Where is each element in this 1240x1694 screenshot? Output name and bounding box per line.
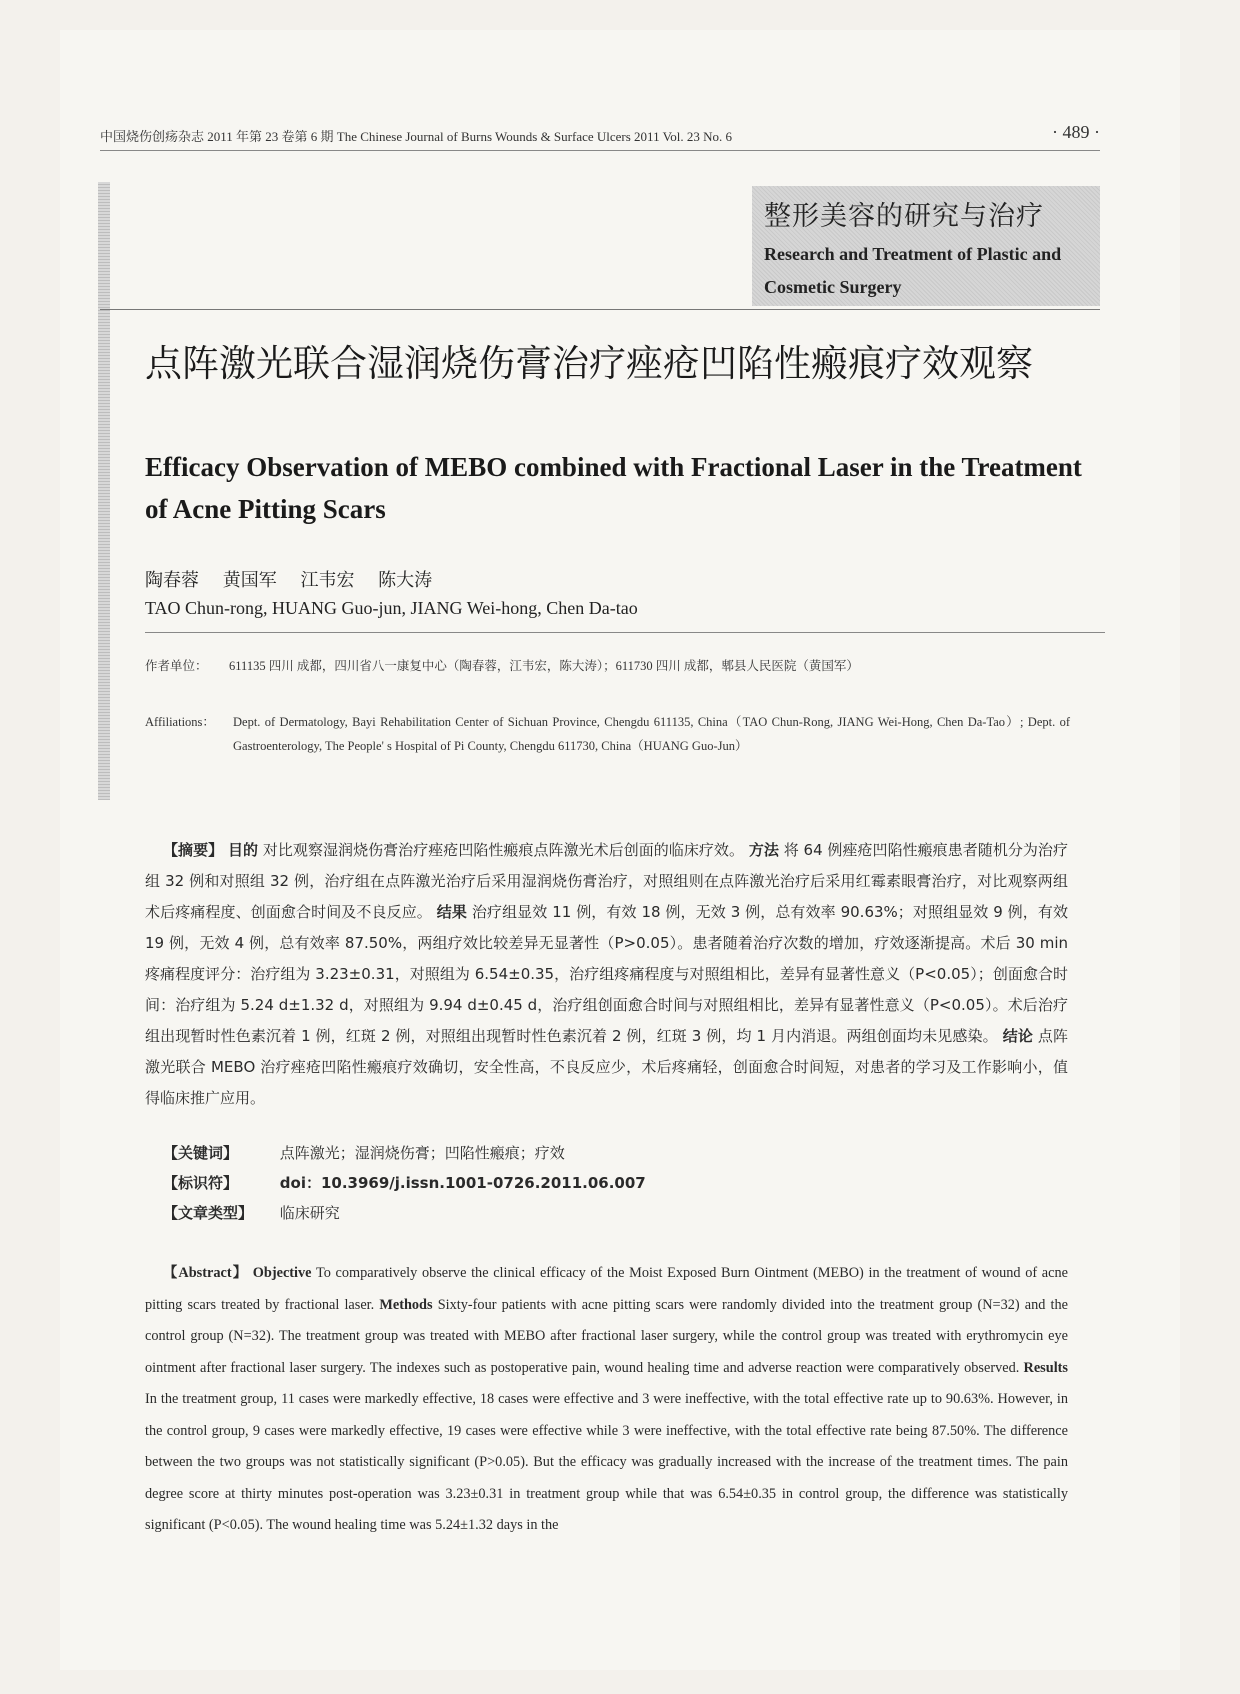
methods-label-en: Methods — [379, 1296, 433, 1313]
keywords-label: 【关键词】 — [163, 1144, 239, 1162]
affiliation-text-zh: 611135 四川 成都，四川省八一康复中心（陶春蓉，江韦宏，陈大涛）；611730 四川 成都，郫县人民医院（黄国军） — [229, 659, 859, 673]
objective-text-en: To comparatively observe the clinical efficacy of the Moist Exposed Burn Ointment (MEBO) in the treatment of wound of acne pitting scars treated by fractional laser. — [145, 1265, 1068, 1313]
affiliation-rule — [145, 632, 1105, 633]
abstract-en — [145, 1258, 1068, 1542]
identifier-label: 【标识符】 — [163, 1174, 239, 1192]
doi-value: doi：10.3969/j.issn.1001-0726.2011.06.007 — [279, 1174, 646, 1192]
objective-text-zh: 对比观察湿润烧伤膏治疗痤疮凹陷性瘢痕点阵激光术后创面的临床疗效。 — [262, 841, 744, 859]
keywords-value: 点阵激光；湿润烧伤膏；凹陷性瘢痕；疗效 — [279, 1144, 565, 1162]
identifier — [163, 1172, 646, 1193]
authors-en: TAO Chun-rong, HUANG Guo-jun, JIANG Wei-hong, Chen Da-tao — [145, 598, 638, 618]
abstract-zh — [145, 835, 1068, 1114]
article-type-label: 【文章类型】 — [163, 1204, 254, 1222]
conclusion-text-zh: 点阵激光联合 MEBO 治疗痤疮凹陷性瘢痕疗效确切，安全性高，不良反应少，术后疼痛轻，创面愈合时间短，对患者的学习及工作影响小，值得临床推广应用。 — [145, 1027, 1068, 1107]
margin-bar — [98, 182, 110, 800]
column-title-en: Research and Treatment of Plastic and Cosmetic Surgery — [764, 244, 1062, 297]
journal-citation: 中国烧伤创疡杂志 2011 年第 23 卷第 6 期 The Chinese Journal of Burns Wounds & Surface Ulcers 2011 Vol. 23 No. 6 — [100, 129, 733, 144]
keywords — [163, 1142, 565, 1163]
abstract-label-zh: 【摘要】 — [163, 841, 224, 859]
affiliation-text-en: Dept. of Dermatology, Bayi Rehabilitation Center of Sichuan Province, Chengdu 611135, China（TAO Chun-Rong, JIANG Wei-Hong, Chen Da-Tao）; Dept. of Gastroenterology, The People' s Hospital of Pi County, Chengdu 611730, China（HUANG Guo-Jun） — [233, 715, 1070, 753]
affiliation-en — [145, 710, 1070, 758]
affiliation-label-en: Affiliations： — [145, 715, 215, 729]
article-type — [163, 1202, 340, 1223]
authors-zh: 陶春蓉 黄国军 江韦宏 陈大涛 — [145, 570, 433, 591]
objective-label-en: Objective — [252, 1265, 312, 1281]
article-title-en: Efficacy Observation of MEBO combined with Fractional Laser in the Treatment of Acne Pitting Scars — [145, 452, 1082, 524]
methods-text-zh: 将 64 例痤疮凹陷性瘢痕患者随机分为治疗组 32 例和对照组 32 例，治疗组在点阵激光治疗后采用湿润烧伤膏治疗，对照组则在点阵激光治疗后采用红霉素眼膏治疗，对比观察两组术后疼痛程度、创面愈合时间及不良反应。 — [145, 841, 1068, 921]
abstract-label-en: 【Abstract】 — [163, 1265, 249, 1281]
article-title-zh: 点阵激光联合湿润烧伤膏治疗痤疮凹陷性瘢痕疗效观察 — [145, 342, 1033, 385]
article-type-value: 临床研究 — [279, 1204, 340, 1222]
column-title-zh: 整形美容的研究与治疗 — [764, 201, 1044, 232]
conclusion-label-zh: 结论 — [1002, 1027, 1033, 1045]
affiliation-zh — [145, 654, 1070, 678]
results-label-en: Results — [1023, 1359, 1068, 1376]
methods-text-en: Sixty-four patients with acne pitting scars were randomly divided into the treatment group (N=32) and the control group (N=32). The treatment group was treated with MEBO after fractional laser surgery, while the control group was treated with erythromycin eye ointment after fractional laser surgery. The indexes such as postoperative pain, wound healing time and adverse reaction were comparatively observed. — [145, 1296, 1069, 1376]
header-rule — [100, 150, 1100, 151]
column-heading — [752, 186, 1100, 306]
section-rule — [100, 309, 1100, 310]
results-text-en: In the treatment group, 11 cases were markedly effective, 18 cases were effective and 3 were ineffective, with the total effective rate up to 90.63%. However, in the control group, 9 cases were markedly effective, 19 cases were effective while 3 were ineffective, with the total effective rate being 87.50%. The difference between the two groups was not statistically significant (P>0.05). But the efficacy was gradually increased with the increase of the treatment times. The pain degree score at thirty minutes post-operation was 3.23±0.31 in treatment group while that was 6.54±0.35 in control group, the difference was statistically significant (P<0.05). The wound healing time was 5.24±1.32 days in the — [145, 1391, 1068, 1533]
methods-label-zh: 方法 — [748, 841, 779, 859]
affiliation-label-zh: 作者单位： — [145, 659, 208, 673]
page-number: · 489 · — [1052, 122, 1100, 142]
results-label-zh: 结果 — [436, 903, 467, 921]
objective-label-zh: 目的 — [227, 841, 259, 859]
results-text-zh: 治疗组显效 11 例，有效 18 例，无效 3 例，总有效率 90.63%；对照组显效 9 例，有效 19 例，无效 4 例，总有效率 87.50%，两组疗效比较差异无显著性（P>0.05）。患者随着治疗次数的增加，疗效逐渐提高。术后 30 min 疼痛程度评分：治疗组为 3.23±0.31，对照组为 6.54±0.35，治疗组疼痛程度与对照组相比，差异有显著性意义（P<0.05）；创面愈合时间：治疗组为 5.24 d±1.32 d，对照组为 9.94 d±0.45 d，治疗组创面愈合时间与对照组相比，差异有显著性意义（P<0.05）。术后治疗组出现暂时性色素沉着 1 例，红斑 2 例，对照组出现暂时性色素沉着 2 例，红斑 3 例，均 1 月内消退。两组创面均未见感染。 — [145, 903, 1068, 1045]
